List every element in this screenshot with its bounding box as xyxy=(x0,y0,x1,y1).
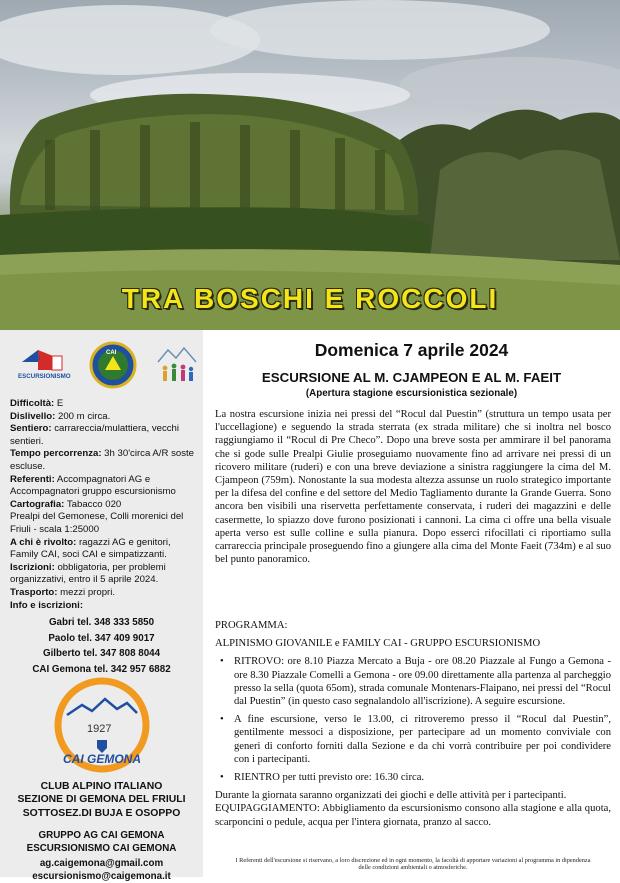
svg-text:CAI: CAI xyxy=(106,350,117,356)
poster-title: TRA BOSCHI E ROCCOLI xyxy=(121,283,499,314)
svg-text:1927: 1927 xyxy=(87,723,112,735)
info-line: Difficoltà: E xyxy=(10,398,64,409)
equipment-note: EQUIPAGGIAMENTO: Abbigliamento da escursionismo consono alla stagione e alla quota, scarponcini o pedule, acqua per l'intera giornata, pranzo al sacco. xyxy=(215,803,611,828)
program-subheading: ALPINISMO GIOVANILE e FAMILY CAI - GRUPPO ESCURSIONISMO xyxy=(215,638,541,650)
info-line: Referenti: Accompagnatori AG e Accompagnatori gruppo escursionismo xyxy=(10,473,176,498)
hero-landscape-illustration xyxy=(0,0,620,330)
logo-row xyxy=(8,340,198,392)
info-line: Sentiero: carrareccia/mulattiera, vecchi sentieri. xyxy=(10,423,180,447)
info-line: A chi è rivolto: ragazzi AG e genitori, Family CAI, soci CAI e simpatizzanti. xyxy=(10,536,171,561)
family-cai-logo xyxy=(158,348,196,381)
info-line: Dislivello: 200 m circa. xyxy=(10,410,111,422)
info-line: Cartografia: Tabacco 020 xyxy=(10,498,122,510)
info-line: Info e iscrizioni: xyxy=(10,599,84,611)
svg-text:CAI: CAI xyxy=(30,356,41,362)
program-list xyxy=(215,655,611,784)
disclaimer: I Referenti dell'escursione si riservano, a loro discrezione ed in ogni momento, la facoltà di apportare variazioni al programma in dipendenza delle condizioni ambientali o atmosferiche. xyxy=(235,857,591,872)
email-escursionismo[interactable]: escursionismo@caigemona.it xyxy=(32,870,171,882)
games-note: Durante la giornata saranno organizzati dei giochi e delle attività per i partecipanti. xyxy=(215,790,567,802)
club-name: CLUB ALPINO ITALIANO SEZIONE DI GEMONA DEL FRIULI SOTTOSEZ.DI BUJA E OSOPPO xyxy=(17,781,186,819)
contact-list xyxy=(0,615,203,677)
list-item: • RIENTRO per tutti previsto ore: 16.30 circa. xyxy=(220,772,425,784)
svg-text:CAI GEMONA: CAI GEMONA xyxy=(63,752,141,766)
contact-item: Paolo tel. 347 409 9017 xyxy=(48,632,155,644)
cai-gemona-logo xyxy=(37,675,167,775)
list-item: • A fine escursione, verso le 13.00, ci ritroveremo presso il “Rocul dal Puestin”, gentilmente messoci a disposizione, per partecipare ad un momento conviviale con generi di conforto forniti dalla Sezione e da chi vorrà contribuire per poi condividere con i partecipanti. xyxy=(220,714,611,765)
sidebar xyxy=(0,330,203,882)
hero-photo xyxy=(0,0,620,330)
contact-item: Gilberto tel. 347 808 8044 xyxy=(42,648,161,659)
event-subtitle: ESCURSIONE AL M. CJAMPEON E AL M. FAEIT xyxy=(261,370,562,385)
info-line: Prealpi del Gemonese, Colli morenici del Friuli - scala 1:25000 xyxy=(10,511,184,535)
info-line: Trasporto: mezzi propri. xyxy=(10,586,116,598)
info-line: Tempo percorrenza: 3h 30'circa A/R soste escluse. xyxy=(10,448,195,472)
description-text: La nostra escursione inizia nei pressi del “Rocul dal Puestin” (struttura un tempo usata per l'uccellagione) e seguendo la strada sterrata (ex strada militare) che si inoltra nel bosco raggiungiamo il “Rocul di Pre Checo”. Dopo una breve sosta per ammirare il bel panorama che si gode sulle Prealpi Giulie proseguiamo nuovamente fino ad arrivare nei pressi di un ricovero militare (ruderi) e con una breve deviazione a sinistra raggiungere la cima del M. Cjampeon (759m). Nonostante la sua modesta altezza assunse un ruolo strategico importante per la difesa del confine e del settore del Medio Tagliamento durante la Grande Guerra. Sono ancora ben visibili una riservetta perfettamente conservata, i ruderi dei magazzini e delle casermette, lo spiazzo dove furono posizionati i cannoni. La cima ci offre una bella visuale aperta verso est sulle colline e sulla pianura. Dopo esserci rifocillati ci riportiamo sulla carrareccia principale proseguendo fino a giungere alla cima del Monte Faeit (734m) e al suo bel punto panoramico. xyxy=(215,409,611,566)
list-item: • RITROVO: ore 8.10 Piazza Mercato a Buja - ore 08.20 Piazzale al Fungo a Gemona - ore 8.30 Piazzale Comelli a Gemona - ore 09.00 direttamente alla partenza al parcheggio presso la sella (quota 65om), strada comunale Montenars-Flaipano, nei pressi del “Rocul dal Puestin” (in questo caso segnalandolo all'iscrizione). A seguire escursione. xyxy=(220,656,611,708)
program-section xyxy=(215,619,611,829)
main-content xyxy=(203,330,620,877)
contact-item: Gabri tel. 348 333 5850 xyxy=(48,617,155,628)
excursion-info xyxy=(10,398,198,612)
svg-text:ESCURSIONISMO: ESCURSIONISMO xyxy=(18,373,71,380)
program-heading: PROGRAMMA: xyxy=(215,620,288,631)
email-ag[interactable]: ag.caigemona@gmail.com xyxy=(39,858,164,870)
cai-center-logo xyxy=(91,343,135,387)
event-note: (Apertura stagione escursionistica sezionale) xyxy=(305,388,518,399)
escursionismo-logo xyxy=(18,350,71,380)
logos-graphic xyxy=(8,340,198,392)
contact-item: CAI Gemona tel. 342 957 6882 xyxy=(32,663,171,675)
event-date: Domenica 7 aprile 2024 xyxy=(314,340,509,360)
info-line: Iscrizioni: obbligatoria, per problemi organizzativi, entro il 5 aprile 2024. xyxy=(10,561,166,586)
group-contacts: GRUPPO AG CAI GEMONA ESCURSIONISMO CAI GEMONA ag.caigemona@gmail.com escursionismo@caigemona.it xyxy=(0,830,203,883)
